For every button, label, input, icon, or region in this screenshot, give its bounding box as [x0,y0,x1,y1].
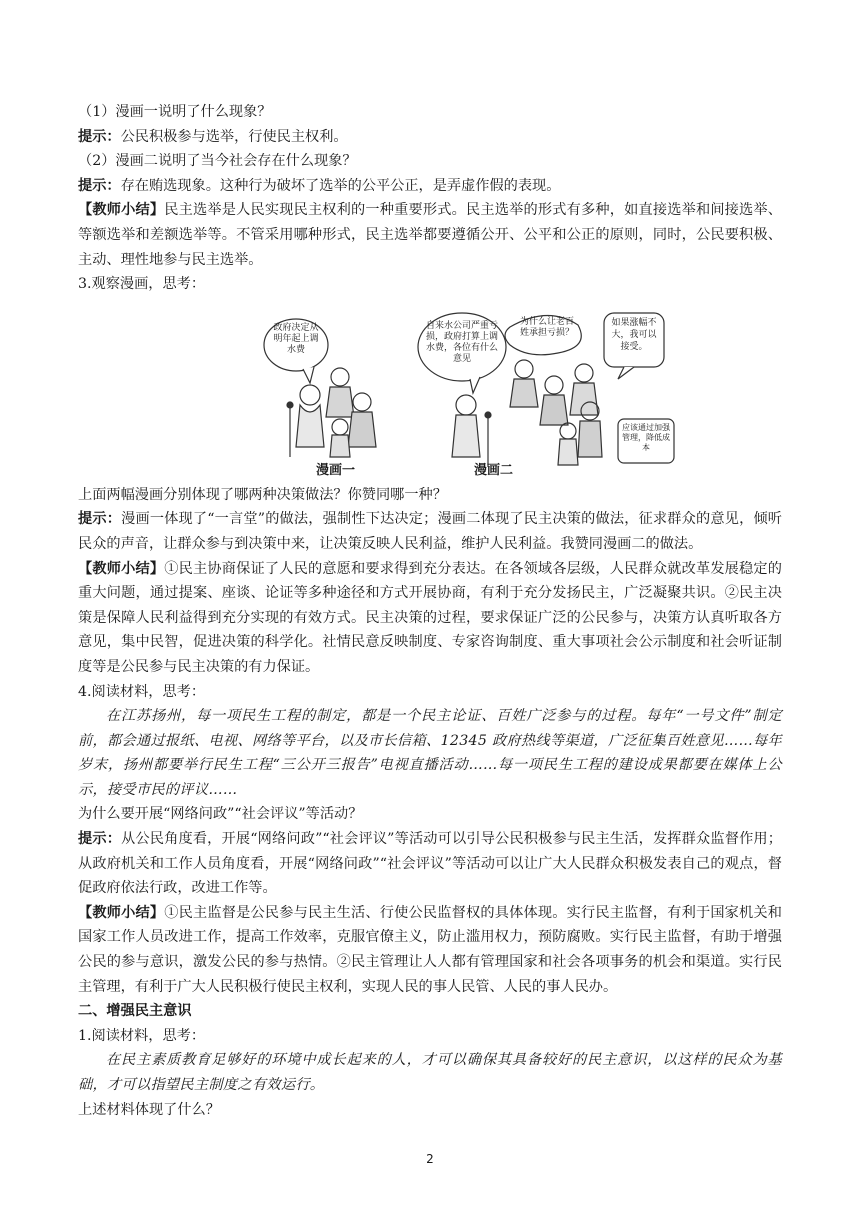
item-1-heading: 1.阅读材料，思考： [78,1027,206,1044]
teacher-summary-3 [78,901,782,999]
answer-3 [78,507,782,556]
page-number: 2 [426,1152,434,1166]
hint-label: 提示： [78,177,121,194]
answer-text: 从公民角度看，开展“网络问政”“社会评议”等活动可以引导公民积极参与民主生活，发挥群众监督作用；从政府机关和工作人员角度看，开展“网络问政”“社会评议”等活动可以让广大人民群众积极发表自己的观点，督促政府依法行政，改进工作等。 [78,831,782,897]
hint-label: 提示： [78,831,122,848]
comic-caption-1: 漫画一 [316,462,356,478]
section-heading: 二、增强民主意识 [78,1003,192,1020]
comic-bubble-1: 政府决定从明年起上调水费 [273,322,319,355]
comic-bubble-2: 自来水公司严重亏损，政府打算上调水费，各位有什么意见 [425,320,498,364]
question-2: （2）漫画二说明了当今社会存在什么现象？ [78,153,357,170]
teacher-summary-1 [78,198,782,272]
summary-text: ①民主监督是公民参与民主生活、行使公民监督权的具体体现。实行民主监督，有利于国家机关和国家工作人员改进工作，提高工作效率，克服官僚主义，防止滥用权力，预防腐败。实行民主监督，有助于增强公民的参与意识，激发公民的参与热情。②民主管理让人人都有管理国家和社会各项事务的机会和渠道。实行民主管理，有利于广大人民积极行使民主权利，实现人民的事人民管、人民的事人民办。 [78,904,782,995]
comic-bubble-5: 应该通过加强管理，降低成本 [622,422,670,452]
hint-label: 提示： [78,128,121,145]
answer-text: 存在贿选现象。这种行为破坏了选举的公平公正，是弄虚作假的表现。 [120,177,561,194]
document-body [78,100,782,1122]
answer-2 [78,174,782,199]
summary-label: 【教师小结】 [78,202,165,219]
comic-figure [78,307,782,477]
comic-bubble-3: 为什么让老百姓承担亏损？ [519,316,574,338]
summary-label: 【教师小结】 [78,904,165,921]
hint-label: 提示： [78,511,122,528]
answer-4 [78,827,782,901]
comic-bubble-4: 如果涨幅不大，我可以接受。 [611,317,657,352]
comic-caption-2: 漫画二 [474,462,514,478]
question-5: 上述材料体现了什么？ [78,1101,220,1118]
material-5: 在民主素质教育足够好的环境中成长起来的人，才可以确保其具备较好的民主意识，以这样的民众为基础，才可以指望民主制度之有效运行。 [78,1052,782,1093]
item-3-heading: 3.观察漫画，思考： [78,276,206,293]
answer-1 [78,125,782,150]
answer-text: 公民积极参与选举，行使民主权利。 [120,128,348,145]
question-3: 上面两幅漫画分别体现了哪两种决策做法？你赞同哪一种？ [78,486,447,503]
item-4-heading: 4.阅读材料，思考： [78,683,206,700]
answer-text: 漫画一体现了“一言堂”的做法，强制性下达决定；漫画二体现了民主决策的做法，征求群众的意见，倾听民众的声音，让群众参与到决策中来，让决策反映人民利益，维护人民利益。我赞同漫画二的做法。 [78,511,782,552]
teacher-summary-2 [78,557,782,680]
question-4: 为什么要开展“网络问政”“社会评议”等活动？ [78,806,363,823]
summary-text: ①民主协商保证了人民的意愿和要求得到充分表达。在各领域各层级，人民群众就改革发展稳定的重大问题，通过提案、座谈、论证等多种途径和方式开展协商，有利于充分发扬民主，广泛凝聚共识。②民主决策是保障人民利益得到充分实现的有效方式。民主决策的过程，要求保证广泛的公民参与，决策方认真听取各方意见，集中民智，促进决策的科学化。社情民意反映制度、专家咨询制度、重大事项社会公示制度和社会听证制度等是公民参与民主决策的有力保证。 [78,560,782,675]
summary-label: 【教师小结】 [78,560,165,577]
material-4: 在江苏扬州，每一项民生工程的制定，都是一个民主论证、百姓广泛参与的过程。每年“一号文件”制定前，都会通过报纸、电视、网络等平台，以及市长信箱、12345 政府热线等渠道，广泛征集百姓意见……每年岁末，扬州都要举行民生工程“三公开三报告”电视直播活动……每一项民生工程的建设成果都要在媒体上公示，接受市民的评议…… [78,708,782,798]
question-1: （1）漫画一说明了什么现象？ [78,104,272,120]
summary-text: 民主选举是人民实现民主权利的一种重要形式。民主选举的形式有多种，如直接选举和间接选举、等额选举和差额选举等。不管采用哪种形式，民主选举都要遵循公开、公平和公正的原则，同时，公民要积极、主动、理性地参与民主选举。 [78,202,782,268]
